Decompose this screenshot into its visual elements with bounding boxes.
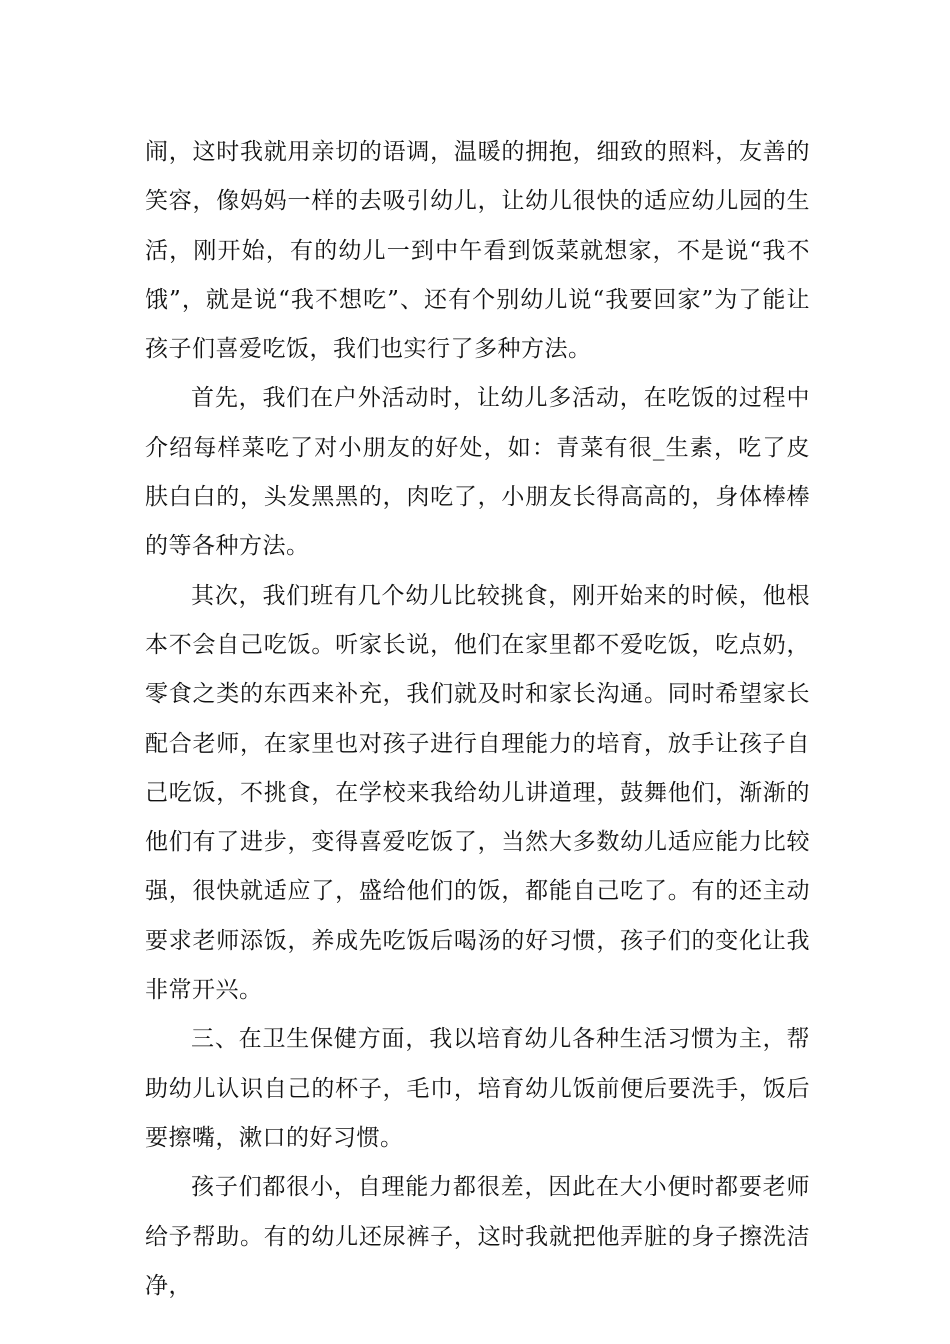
paragraph-5: 孩子们都很小，自理能力都很差，因此在大小便时都要老师给予帮助。有的幼儿还尿裤子，这时我就把他弄脏的身子擦洗洁净，	[145, 1174, 810, 1299]
paragraph-3: 其次，我们班有几个幼儿比较挑食，刚开始来的时候，他根本不会自己吃饭。听家长说，他们在家里都不爱吃饭，吃点奶，零食之类的东西来补充，我们就及时和家长沟通。同时希望家长配合老师，在家里也对孩子进行自理能力的培育，放手让孩子自己吃饭，不挑食，在学校来我给幼儿讲道理，鼓舞他们，渐渐的他们有了进步，变得喜爱吃饭了，当然大多数幼儿适应能力比较强，很快就适应了，盛给他们的饭，都能自己吃了。有的还主动要求老师添饭，养成先吃饭后喝汤的好习惯，孩子们的变化让我非常开兴。	[145, 582, 810, 1004]
paragraph-4: 三、在卫生保健方面，我以培育幼儿各种生活习惯为主，帮助幼儿认识自己的杯子，毛巾，培育幼儿饭前便后要洗手，饭后要擦嘴，漱口的好习惯。	[145, 1026, 810, 1151]
paragraph-1: 闹，这时我就用亲切的语调，温暖的拥抱，细致的照料，友善的笑容，像妈妈一样的去吸引幼儿，让幼儿很快的适应幼儿园的生活，刚开始，有的幼儿一到中午看到饭菜就想家，不是说“我不饿”，就是说“我不想吃”、还有个别幼儿说“我要回家”为了能让孩子们喜爱吃饭，我们也实行了多种方法。	[145, 139, 810, 363]
paragraph-2: 首先，我们在户外活动时，让幼儿多活动，在吃饭的过程中介绍每样菜吃了对小朋友的好处，如：青菜有很_生素，吃了皮肤白白的，头发黑黑的，肉吃了，小朋友长得高高的，身体棒棒的等各种方法。	[145, 385, 810, 560]
document-body	[145, 128, 810, 1311]
